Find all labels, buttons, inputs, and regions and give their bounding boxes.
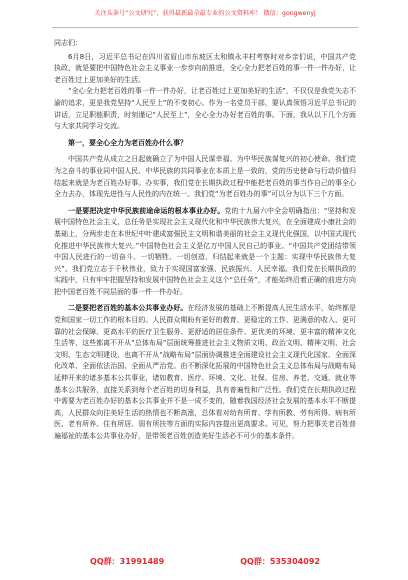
subsection-2-lead: 二是要把老百姓的基本公共事业办好。	[68, 304, 188, 313]
header-divider	[52, 27, 358, 28]
document-body	[54, 38, 356, 443]
qq-group-2: QQ群：535304092	[240, 557, 320, 566]
promo-banner: 关注头条号“公文研究”，获得最新最全最专业的公文资料库！ 微信：gongwenyj	[94, 10, 316, 17]
paragraph-mission: 中国共产党从成立之日起就确立了为中国人民谋幸福、为中华民族谋复兴的初心使命。我们党为之奋斗的事业同中国人民、中华民族的共同事业在本质上是一致的，党的历史使命与行动价值归结起来就是为老百姓办好事。办实事，我们党在长期执政过程中能把老百姓的事当作自己的事全心全力去办，体现先进性与人民性的内在统一。我们党“为老百姓办的事”可以分为以下三个方面。	[54, 155, 356, 199]
subsection-1	[54, 206, 356, 299]
footer-contacts	[52, 556, 358, 570]
qq-group-1: QQ群：31991489	[90, 557, 165, 566]
section-heading-1: 第一，要全心全力为老百姓办什么事？	[68, 138, 187, 147]
subsection-1-text: 党的十九届六中全会明确指出：“坚持和发展中国特色社会主义，总任务是实现社会主义现代化和中华民族伟大复兴，在全面建成小康社会的基础上，分两步走在本世纪中叶建成富强民主文明和谐美丽的社会主义现代化强国，以中国式现代化推进中华民族伟大复兴。”中国特色社会主义是亿万中国人民自己的事业。“中国共产党团结带领中国人民进行的一切奋斗、一切牺牲、一切创造，归结起来就是一个主题：实现中华民族伟大复兴”。我们党立志于千秋伟业，致力于实现国富家强、民族振兴、人民幸福。我们党在长期执政的实践中，只有牢牢把握坚持和发展中国特色社会主义这个“总任务”，才能始终沿着正确的前进方向把中国老百姓不同层面的事一件一件办好。	[54, 206, 356, 296]
greeting: 同志们：	[54, 39, 82, 47]
paragraph-intro: 6月8日，习近平总书记在四川省眉山市东坡区太和镇永丰村考察时对乡亲们说，中国共产党执政，就是要把中国特色社会主义事业一步步向前推进，全心全力把老百姓的事一件一件办好，让老百姓过上更加美好的生活。	[54, 52, 356, 84]
paragraph-people-first: “全心全力把老百姓的事一件一件办好，让老百姓过上更加美好的生活”，不仅仅是我党矢志不渝的追求，更是我党坚持“人民至上”的不变初心。作为一名党员干部，要认真领悟习近平总书记的讲话，立足职能职责，时刻谨记“人民至上”，全心全力办好老百姓的事。下面，我从以下几个方面与大家共同学习交流。	[54, 87, 356, 131]
subsection-2	[54, 303, 356, 442]
subsection-1-lead: 一是要把决定中华民族前途命运的根本事业办好。	[68, 206, 225, 215]
subsection-2-text: 在经济发展的基础上不断提高人民生活水平，始终都是党和国家一切工作的根本目的。人民群众期盼有更好的教育、更稳定的工作、更满意的收入、更可靠的社会保障、更高水平的医疗卫生服务、更舒适的居住条件、更优美的环境、更丰富的精神文化生活等，这些都离不开从“总体布局”层面统筹推进社会主义物质文明、政治文明、精神文明、社会文明、生态文明建设，也离不开从“战略布局”层面协调推进全面建设社会主义现代化国家、全面深化改革、全面依法治国、全面从严治党。由不断深化拓展的中国特色社会主义总体布局与战略布局延伸开来的诸多基本公共事业，诸如教育、医疗、环境、文化、社保、住房、养老、交通、就业等基本公共服务，直接关系到每个老百姓的切身利益，具有普遍性和广泛性。我们党在长期执政过程中需要为老百姓办好的基本公共事业并不是一成不变的，随着我国经济社会发展的基本水平不断提高，人民群众向往美好生活的热情也不断高涨，总体看对幼有所育、学有所教、劳有所得、病有所医、老有所养、住有所居、弱有所扶等方面的实际内容提出更高要求。可见，努力把事关老百姓普遍福祉的基本公共事业办好，是带领老百姓创造美好生活必不可少的基本条件。	[54, 304, 357, 440]
